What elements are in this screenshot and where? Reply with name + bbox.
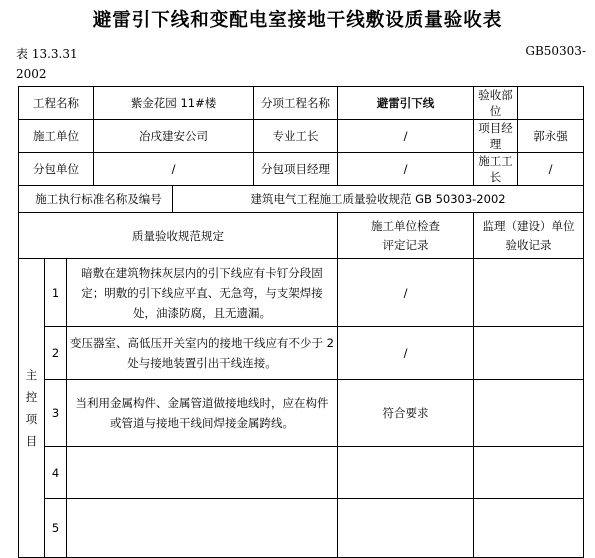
item-supervision-record [474, 447, 584, 499]
header-row-subcontract [19, 153, 584, 186]
table-row [19, 327, 584, 380]
table-number-block [16, 44, 78, 84]
sub-project-label: 分项工程名称 [254, 87, 338, 120]
construction-unit-value: 冶戌建安公司 [94, 120, 254, 153]
project-name-value: 紫金花园 11#楼 [94, 87, 254, 120]
header-row-standard [19, 186, 584, 213]
item-number: 2 [45, 327, 67, 380]
item-text [67, 499, 338, 558]
item-number: 3 [45, 380, 67, 447]
gb-code: GB50303- [525, 44, 586, 58]
column-header-row [19, 213, 584, 259]
document-title: 避雷引下线和变配电室接地干线敷设质量验收表 [92, 10, 503, 31]
standard-label: 施工执行标准名称及编号 [19, 186, 173, 213]
construction-unit-label: 施工单位 [19, 120, 94, 153]
item-text: 暗敷在建筑物抹灰层内的引下线应有卡钉分段固定；明敷的引下线应平直、无急弯，与支架焊接处，油漆防腐，且无遗漏。 [67, 259, 338, 327]
standard-year: 2002 [16, 67, 47, 81]
check-column-header [338, 213, 474, 259]
header-row-construction [19, 120, 584, 153]
item-number: 4 [45, 447, 67, 499]
table-row [19, 447, 584, 499]
item-number: 5 [45, 499, 67, 558]
project-manager-value: 郭永强 [518, 120, 584, 153]
sub-project-value: 避雷引下线 [338, 87, 474, 120]
check-header-line2: 评定记录 [382, 237, 429, 252]
table-row [19, 259, 584, 327]
table-row [19, 499, 584, 558]
check-header-line1: 施工单位检查 [371, 218, 441, 233]
table-row [19, 380, 584, 447]
standard-value: 建筑电气工程施工质量验收规范 GB 50303-2002 [173, 186, 584, 213]
item-check-record [338, 447, 474, 499]
acceptance-part-value [518, 87, 584, 120]
item-check-record: 符合要求 [338, 380, 474, 447]
sub-manager-label: 分包项目经理 [254, 153, 338, 186]
supervision-header-line2: 验收记录 [505, 237, 552, 252]
spec-column-header: 质量验收规范规定 [19, 213, 338, 259]
item-text [67, 447, 338, 499]
foreman-label: 专业工长 [254, 120, 338, 153]
construction-lead-label: 施工工长 [474, 153, 518, 186]
subcontract-unit-label: 分包单位 [19, 153, 94, 186]
item-supervision-record [474, 327, 584, 380]
item-supervision-record [474, 259, 584, 327]
main-control-section-label: 主 控 项 目 [19, 259, 45, 558]
project-manager-label: 项目经理 [474, 120, 518, 153]
acceptance-part-label: 验收部位 [474, 87, 518, 120]
project-name-label: 工程名称 [19, 87, 94, 120]
supervision-column-header [474, 213, 584, 259]
acceptance-form [18, 86, 584, 558]
foreman-value: / [338, 120, 474, 153]
item-check-record [338, 499, 474, 558]
item-text: 当利用金属构件、金属管道做接地线时，应在构件或管道与接地干线间焊接金属跨线。 [67, 380, 338, 447]
item-check-record: / [338, 327, 474, 380]
supervision-header-line1: 监理（建设）单位 [482, 218, 575, 233]
subcontract-unit-value: / [94, 153, 254, 186]
construction-lead-value: / [518, 153, 584, 186]
sub-manager-value: / [338, 153, 474, 186]
table-number: 表 13.3.31 [16, 47, 78, 61]
item-check-record: / [338, 259, 474, 327]
item-text: 变压器室、高低压开关室内的接地干线应有不少于 2 处与接地装置引出干线连接。 [67, 327, 338, 380]
item-supervision-record [474, 499, 584, 558]
item-number: 1 [45, 259, 67, 327]
item-supervision-record [474, 380, 584, 447]
header-row-project [19, 87, 584, 120]
